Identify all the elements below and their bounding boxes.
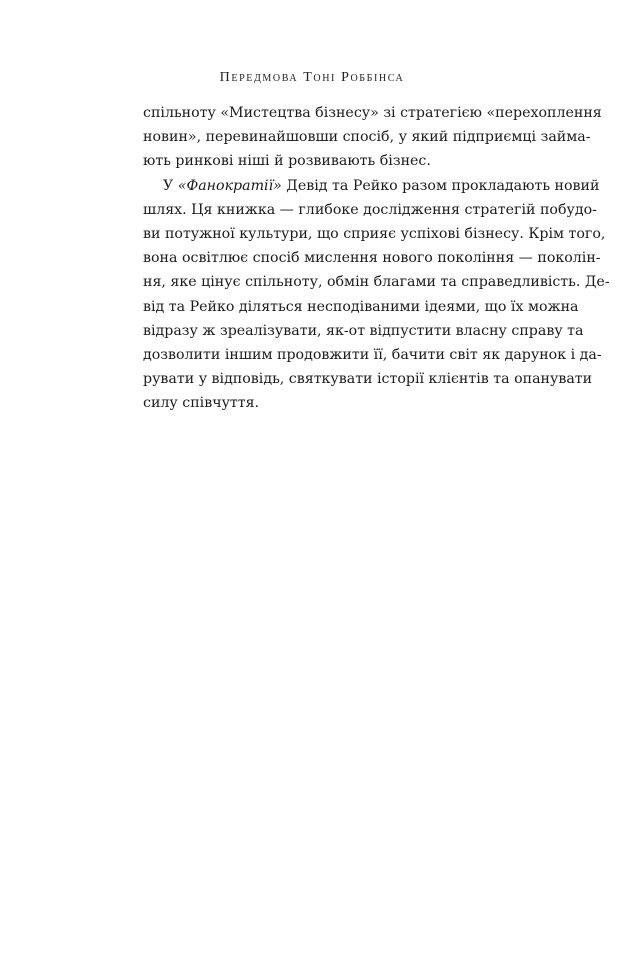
body-text — [143, 101, 610, 416]
text-line: дозволити іншим продовжити її, бачити світ як дарунок і да- — [143, 347, 602, 364]
paragraph-1 — [143, 101, 602, 174]
text-line: спільноту «Мистецтва бізнесу» зі стратегією «перехоплення — [143, 105, 602, 121]
text-line: ня, яке цінує спільноту, обмін благами та справедливість. Де- — [143, 274, 610, 291]
text-line: новин», перевинайшовши спосіб, у який підприємці займа- — [143, 129, 591, 146]
text-line — [143, 174, 600, 198]
text-run: Девід та Рейко разом прокладають новий — [281, 177, 600, 194]
paragraph-2 — [143, 174, 610, 416]
running-header: Передмова Тоні Роббінса — [219, 70, 405, 85]
book-title-italic: «Фанократії» — [177, 177, 282, 194]
text-run: У — [163, 177, 178, 194]
text-line: вона освітлює спосіб мислення нового покоління — поколін- — [143, 250, 601, 267]
text-line: ють ринкові ніші й розвивають бізнес. — [143, 153, 431, 170]
text-line: відразу ж зреалізувати, як-от відпустити власну справу та — [143, 322, 584, 339]
text-line: силу співчуття. — [143, 395, 260, 412]
text-line: рувати у відповідь, святкувати історії клієнтів та опанувати — [143, 371, 593, 388]
text-line: шлях. Ця книжка — глибоке дослідження стратегій побудо- — [143, 201, 597, 218]
text-line: ви потужної культури, що сприяє успіховi бізнесу. Крім того, — [143, 226, 606, 243]
text-line: від та Рейко діляться несподіваними ідеями, що їх можна — [143, 298, 579, 315]
